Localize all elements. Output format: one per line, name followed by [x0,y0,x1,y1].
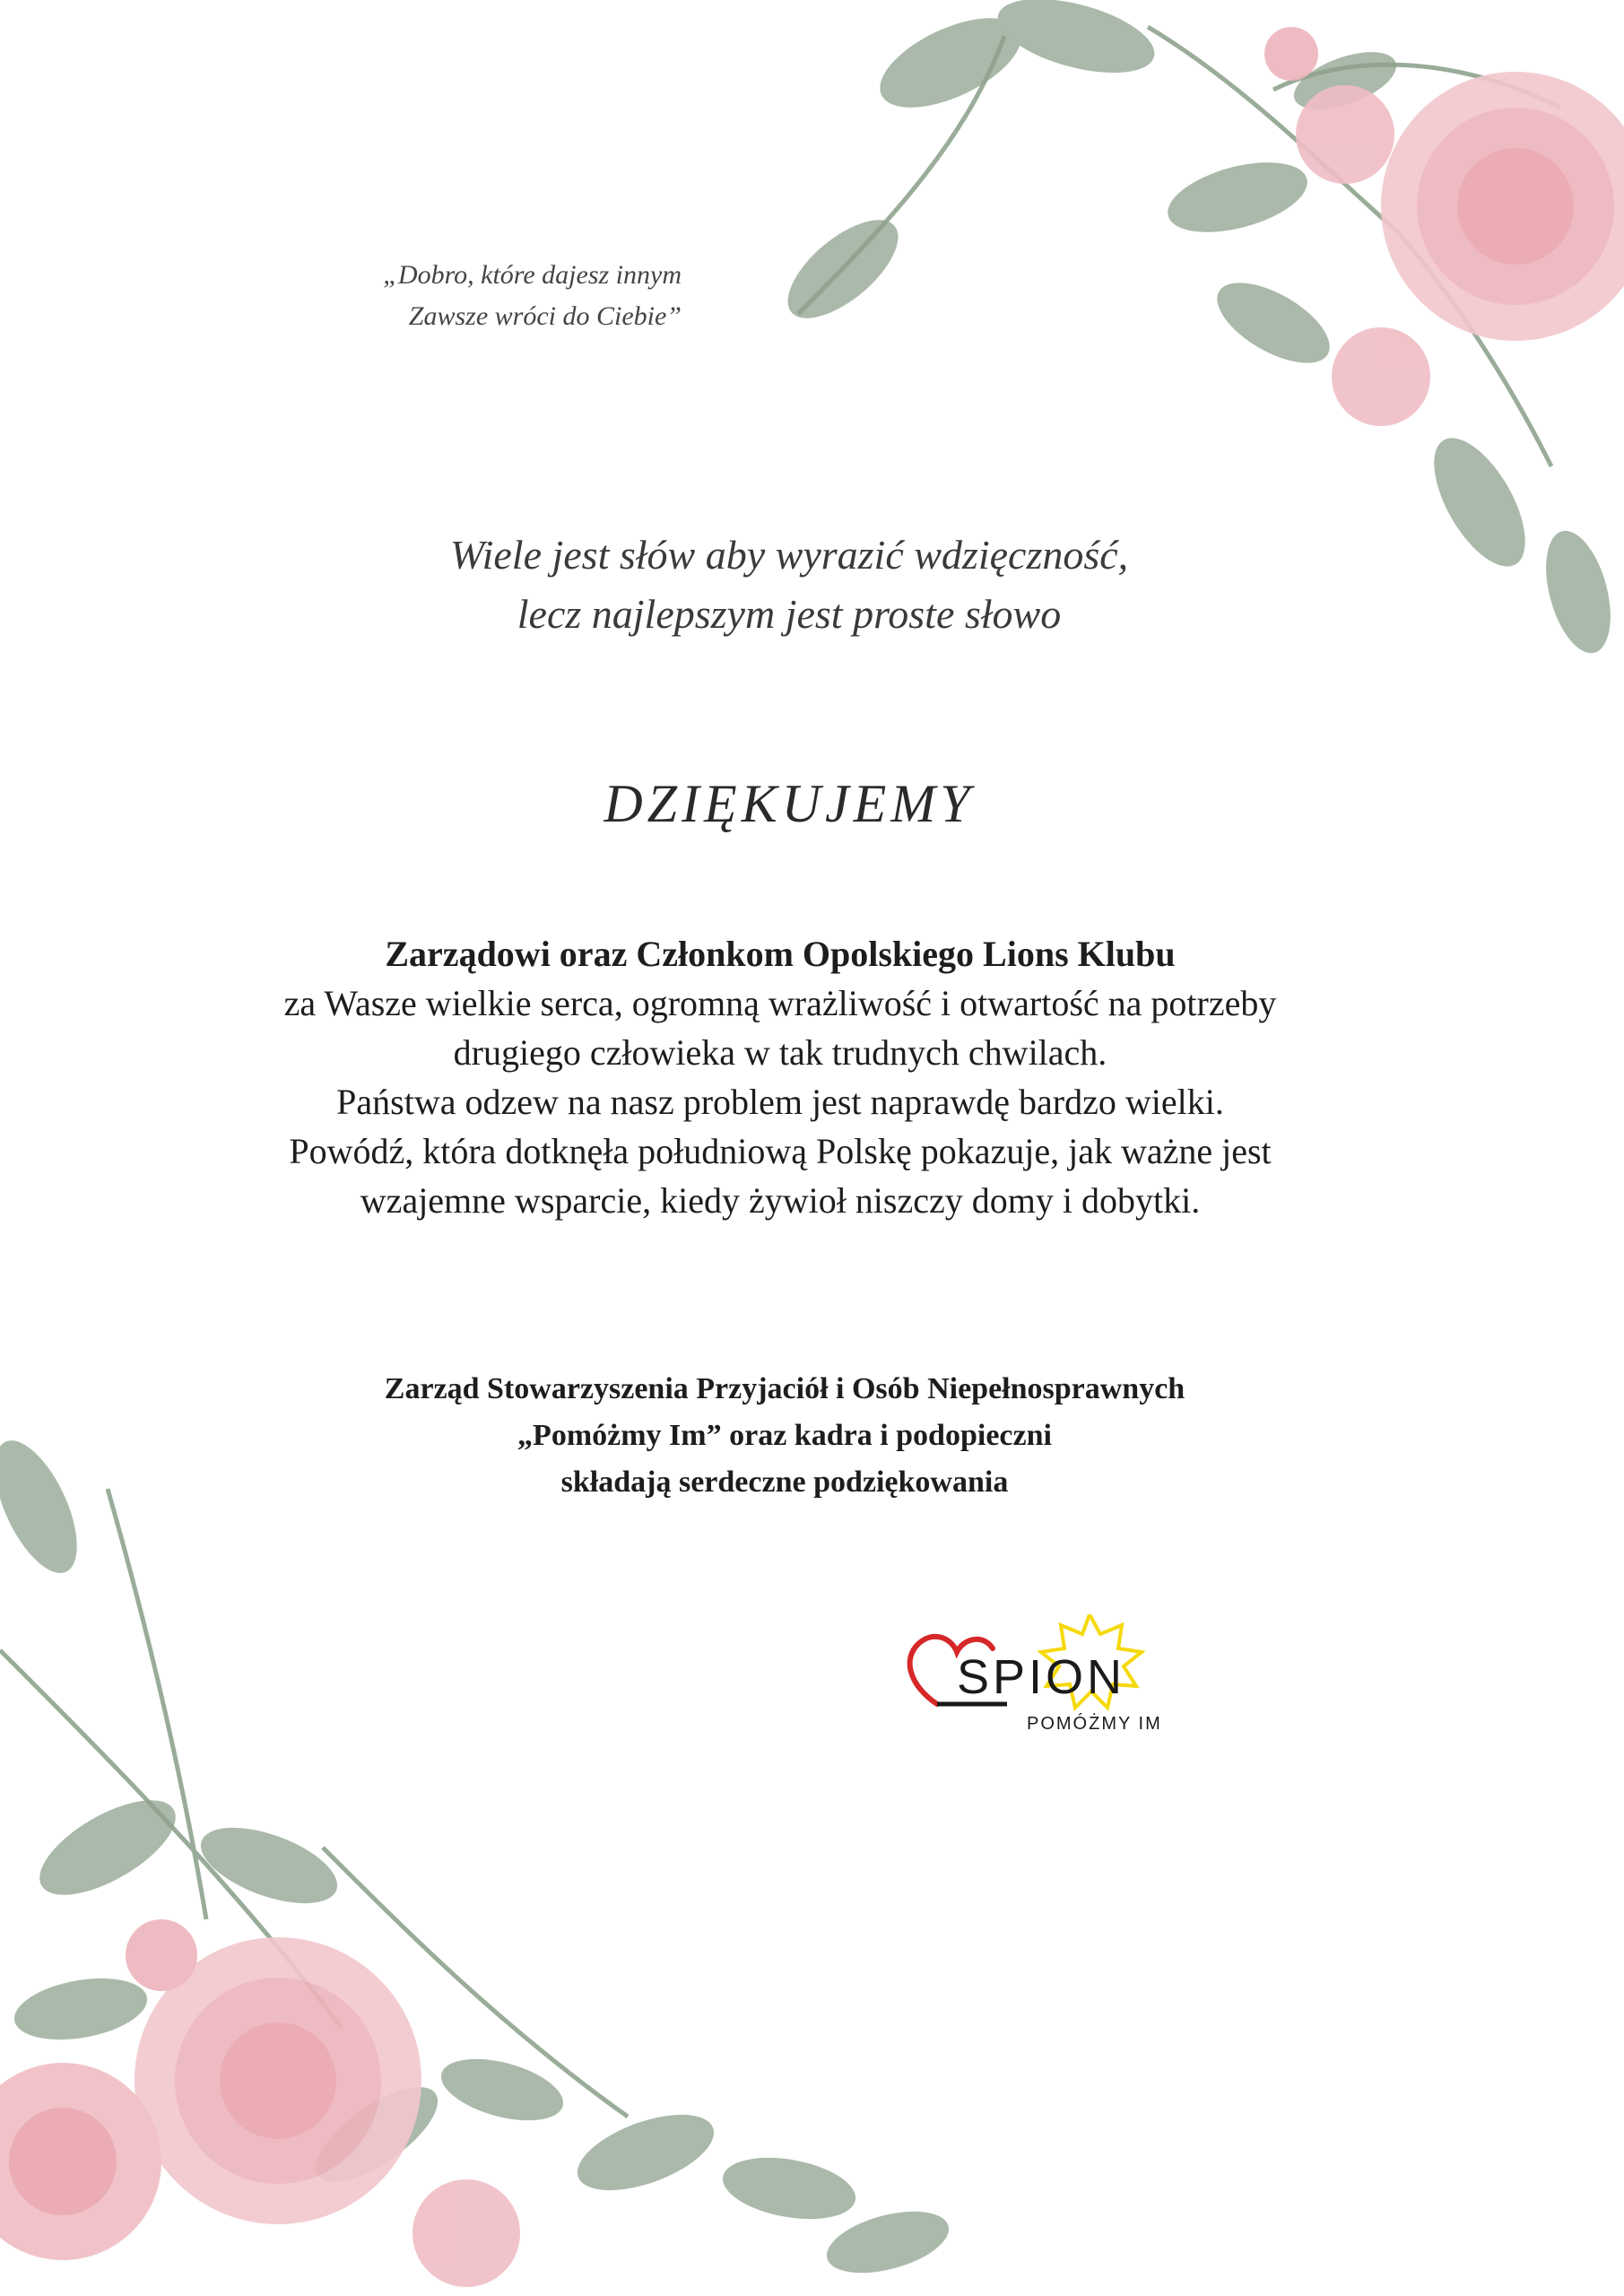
recipient-line: Zarządowi oraz Członkom Opolskiego Lions Klubu [385,934,1176,974]
signature-line-3: składają serdeczne podziękowania [560,1465,1009,1499]
lead-verse [341,526,1238,644]
body-line: Powódź, która dotknęła południową Polskę pokazuje, jak ważne jest [289,1131,1272,1171]
signature-block [269,1366,1300,1506]
motto-line-1: „Dobro, które dajesz innym [383,260,682,290]
motto [296,255,682,337]
thanks-heading: DZIĘKUJEMY [604,774,975,833]
thanks-body [197,929,1363,1225]
lead-line-2: lecz najlepszym jest proste słowo [517,591,1062,637]
body-line: Państwa odzew na nasz problem jest naprawdę bardzo wielki. [336,1082,1224,1122]
body-line: drugiego człowieka w tak trudnych chwilach. [453,1032,1107,1073]
signature-line-2: „Pomóżmy Im” oraz kadra i podopieczni [517,1419,1052,1452]
body-line: wzajemne wsparcie, kiedy żywioł niszczy domy i dobytki. [360,1180,1201,1221]
logo-tagline: POMÓŻMY IM [1027,1714,1162,1734]
motto-line-2: Zawsze wróci do Ciebie” [408,301,682,331]
signature-line-1: Zarząd Stowarzyszenia Przyjaciół i Osób Niepełnosprawnych [384,1372,1185,1405]
lead-line-1: Wiele jest słów aby wyrazić wdzięczność, [449,532,1129,578]
rose-decoration-bottom-left [0,1381,986,2296]
logo-wordmark: SPION [957,1650,1126,1704]
spion-logo [901,1614,1188,1740]
body-line: za Wasze wielkie serca, ogromną wrażliwość i otwartość na potrzeby [283,983,1277,1023]
